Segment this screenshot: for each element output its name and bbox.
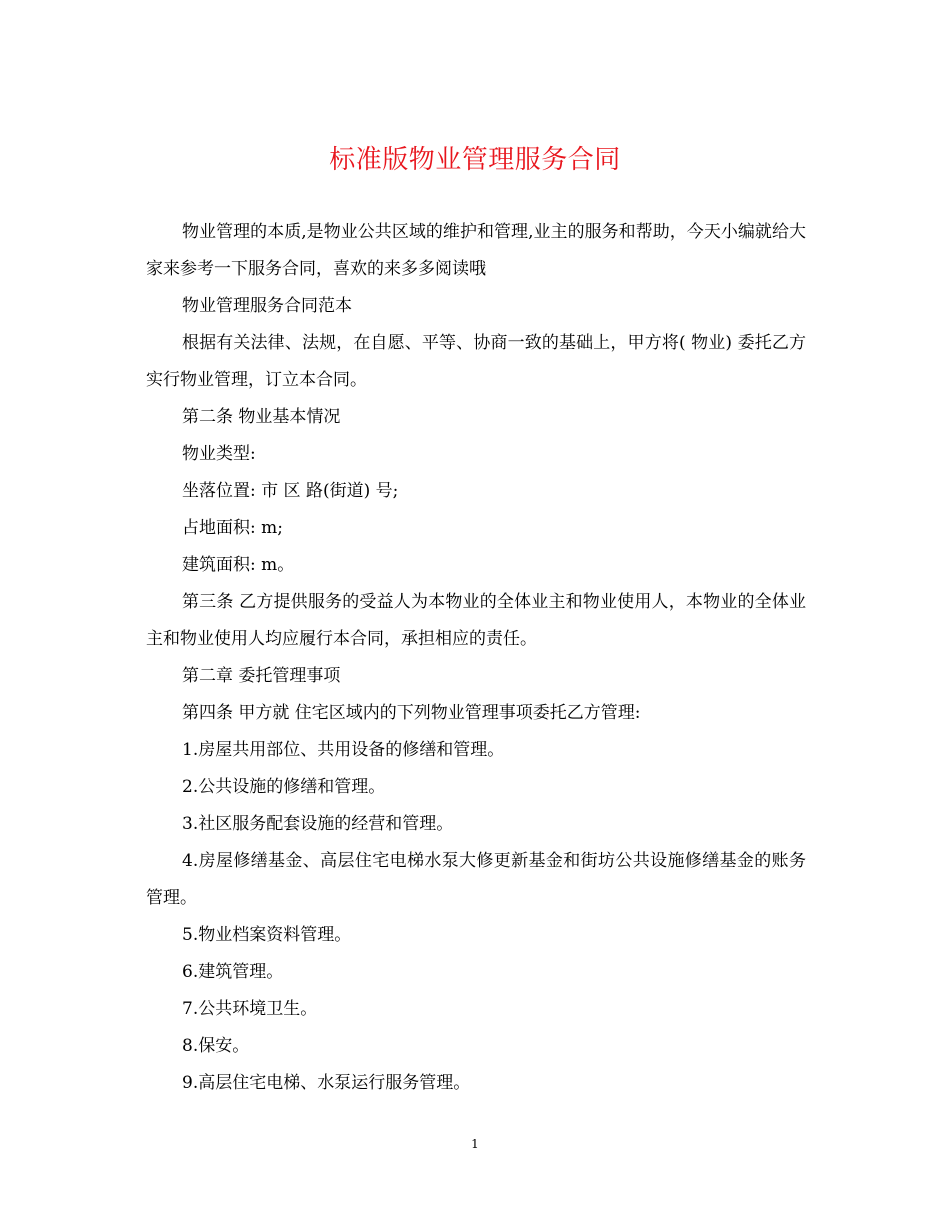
paragraph-article-4: 第四条 甲方就 住宅区域内的下列物业管理事项委托乙方管理:	[182, 703, 641, 723]
list-item: 7.公共环境卫生。	[182, 999, 318, 1019]
document-body	[146, 214, 806, 1102]
list-item: 8.保安。	[182, 1036, 250, 1056]
paragraph-location: 坐落位置: 市 区 路(街道) 号;	[182, 481, 399, 501]
list-item: 6.建筑管理。	[182, 962, 284, 982]
document-title: 标准版物业管理服务合同	[329, 145, 621, 175]
paragraph-article-2: 第二条 物业基本情况	[182, 407, 341, 427]
paragraph-preamble: 根据有关法律、法规，在自愿、平等、协商一致的基础上，甲方将( 物业) 委托乙方实行物业管理，订立本合同。	[146, 333, 806, 390]
list-item: 9.高层住宅电梯、水泵运行服务管理。	[182, 1073, 471, 1093]
list-item: 4.房屋修缮基金、高层住宅电梯水泵大修更新基金和街坊公共设施修缮基金的账务管理。	[146, 851, 806, 908]
paragraph-building-area: 建筑面积: m。	[182, 555, 295, 575]
paragraph-intro: 物业管理的本质,是物业公共区域的维护和管理,业主的服务和帮助，今天小编就给大家来参考一下服务合同，喜欢的来多多阅读哦	[146, 222, 806, 279]
list-item: 3.社区服务配套设施的经营和管理。	[182, 814, 454, 834]
paragraph-chapter-2: 第二章 委托管理事项	[182, 666, 341, 686]
page-number: 1	[471, 1137, 479, 1151]
paragraph-property-type: 物业类型:	[182, 444, 256, 464]
list-item: 2.公共设施的修缮和管理。	[182, 777, 386, 797]
paragraph-article-3: 第三条 乙方提供服务的受益人为本物业的全体业主和物业使用人，本物业的全体业主和物业使用人均应履行本合同，承担相应的责任。	[146, 592, 806, 649]
list-item: 1.房屋共用部位、共用设备的修缮和管理。	[182, 740, 505, 760]
paragraph-land-area: 占地面积: m;	[182, 518, 283, 538]
paragraph-template-heading: 物业管理服务合同范本	[182, 296, 352, 316]
list-item: 5.物业档案资料管理。	[182, 925, 352, 945]
